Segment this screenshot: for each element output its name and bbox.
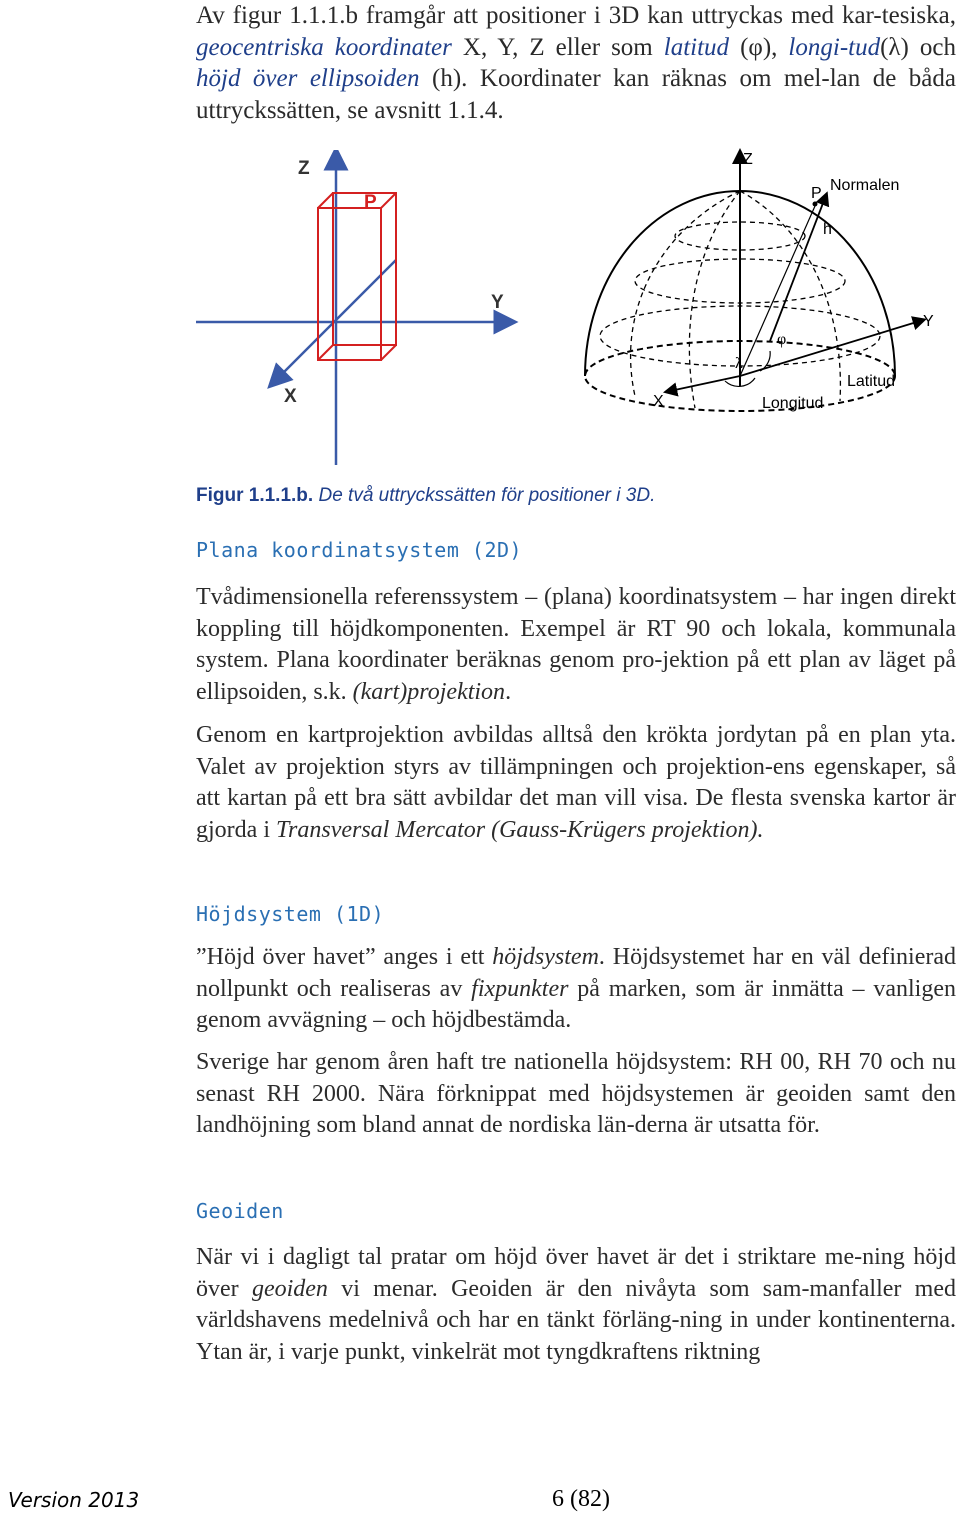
paragraph-1d-2: Sverige har genom åren haft tre nationella höjdsystem: RH 00, RH 70 och nu senast RH 2000. Nära förknippat med höjdsystemen är geoiden samt den landhöjning som bland annat de nordiska län-derna är utsatta för. xyxy=(196,1049,956,1138)
p2d2-a: Genom en kartprojektion avbildas alltså den krökta jordytan på en plan yta. Valet av projektion styrs av tillämpningen och projektion-ens egenskaper, så att kartan på ett bra sätt avbildar det man vill visa. De flesta svenska kartor är gjorda i xyxy=(196,722,956,843)
intro-longitude: longi-tud xyxy=(788,33,881,61)
caption-text: De två uttryckssätten för positioner i 3D. xyxy=(313,485,656,506)
intro-height: höjd över ellipsoiden xyxy=(196,65,420,92)
ellipsoid-figure xyxy=(575,146,955,421)
y-label: Y xyxy=(491,292,504,313)
caption-number: Figur 1.1.1.b. xyxy=(196,485,314,506)
p-label: P xyxy=(364,192,377,213)
p1d1-c: . Höjdsystemet har en väl definierad nollpunkt och realiseras av xyxy=(196,944,956,1002)
paragraph-geoid xyxy=(196,1242,956,1368)
section-heading-2d: Plana koordinatsystem (2D) xyxy=(196,538,523,562)
p1d1-b: höjdsystem xyxy=(492,944,599,970)
phi-label: φ xyxy=(777,331,787,348)
cartesian-figure xyxy=(196,150,526,465)
section-heading-1d: Höjdsystem (1D) xyxy=(196,902,385,926)
section-heading-geoid: Geoiden xyxy=(196,1199,284,1223)
p2d1-c: . xyxy=(505,678,512,705)
pgeo-b: geoiden xyxy=(251,1275,328,1302)
pgeo-c: vi menar. Geoiden är den nivåyta som sam-manfaller med världshavens medelnivå och har en tänkt förläng-ning in under kontinenterna. Ytan är, i varje punkt, vinkelrät mot tyngdkraftens riktning xyxy=(196,1275,956,1365)
normal-label: Normalen xyxy=(830,177,900,194)
latitude-label: Latitud xyxy=(847,373,896,390)
p2d1-a: Tvådimensionella referenssystem – (plana) koordinatsystem – har ingen direkt koppling till höjdkomponenten. Exempel är RT 90 och lokala, kommunala system. Plana koordinater beräknas genom pro-jektion på ett plan av läget på ellipsoiden, s.k. xyxy=(196,584,956,705)
h-label: h xyxy=(823,221,832,238)
intro-latitude: latitud xyxy=(663,33,730,61)
intro-text-9: (h). Koordinater kan räknas om mel-lan de båda uttryckssätten, se avsnitt 1.1.4. xyxy=(196,65,956,124)
x-axis-right xyxy=(670,376,740,391)
p1d1-d: fixpunkter xyxy=(471,975,569,1002)
paragraph-1d-1 xyxy=(196,942,956,1037)
z-label-right: Z xyxy=(743,151,753,168)
footer-version: Version 2013 xyxy=(8,1488,140,1512)
pgeo-a: När vi i dagligt tal pratar om höjd över havet är det i striktare me-ning höjd över xyxy=(196,1244,956,1302)
intro-text-5: (φ), xyxy=(729,33,789,61)
lambda-label: λ xyxy=(735,355,743,372)
z-label: Z xyxy=(298,158,310,179)
point-p xyxy=(813,202,818,207)
paragraph-2d-1 xyxy=(196,582,956,708)
longitude-label: Longitud xyxy=(762,395,824,412)
p-label-right: P xyxy=(811,185,822,202)
p1d1-e: på marken, som är inmätta – vanligen genom avvägning – och höjdbestämda. xyxy=(196,975,957,1033)
point-box xyxy=(318,193,396,360)
intro-text-3: X, Y, Z eller som xyxy=(451,33,664,61)
paragraph-2d-2 xyxy=(196,720,956,846)
x-label: X xyxy=(284,386,297,407)
footer-page-number: 6 (82) xyxy=(552,1486,610,1512)
intro-paragraph xyxy=(196,0,956,126)
p2d1-b: (kart)projektion xyxy=(352,678,506,705)
radius-line xyxy=(740,206,815,376)
p2d2-b: Transversal Mercator (Gauss-Krügers projektion). xyxy=(275,816,764,843)
p1d1-a: ”Höjd över havet” anges i ett xyxy=(196,944,493,970)
y-label-right: Y xyxy=(923,313,934,330)
intro-geocentric: geocentriska koordinater xyxy=(196,33,452,61)
intro-text-7: (λ) och xyxy=(880,33,956,61)
figure-caption xyxy=(196,485,655,507)
intro-text-1: Av figur 1.1.1.b framgår att positioner i 3D kan uttryckas med kar-tesiska, xyxy=(196,2,956,29)
x-label-right: X xyxy=(653,393,664,410)
